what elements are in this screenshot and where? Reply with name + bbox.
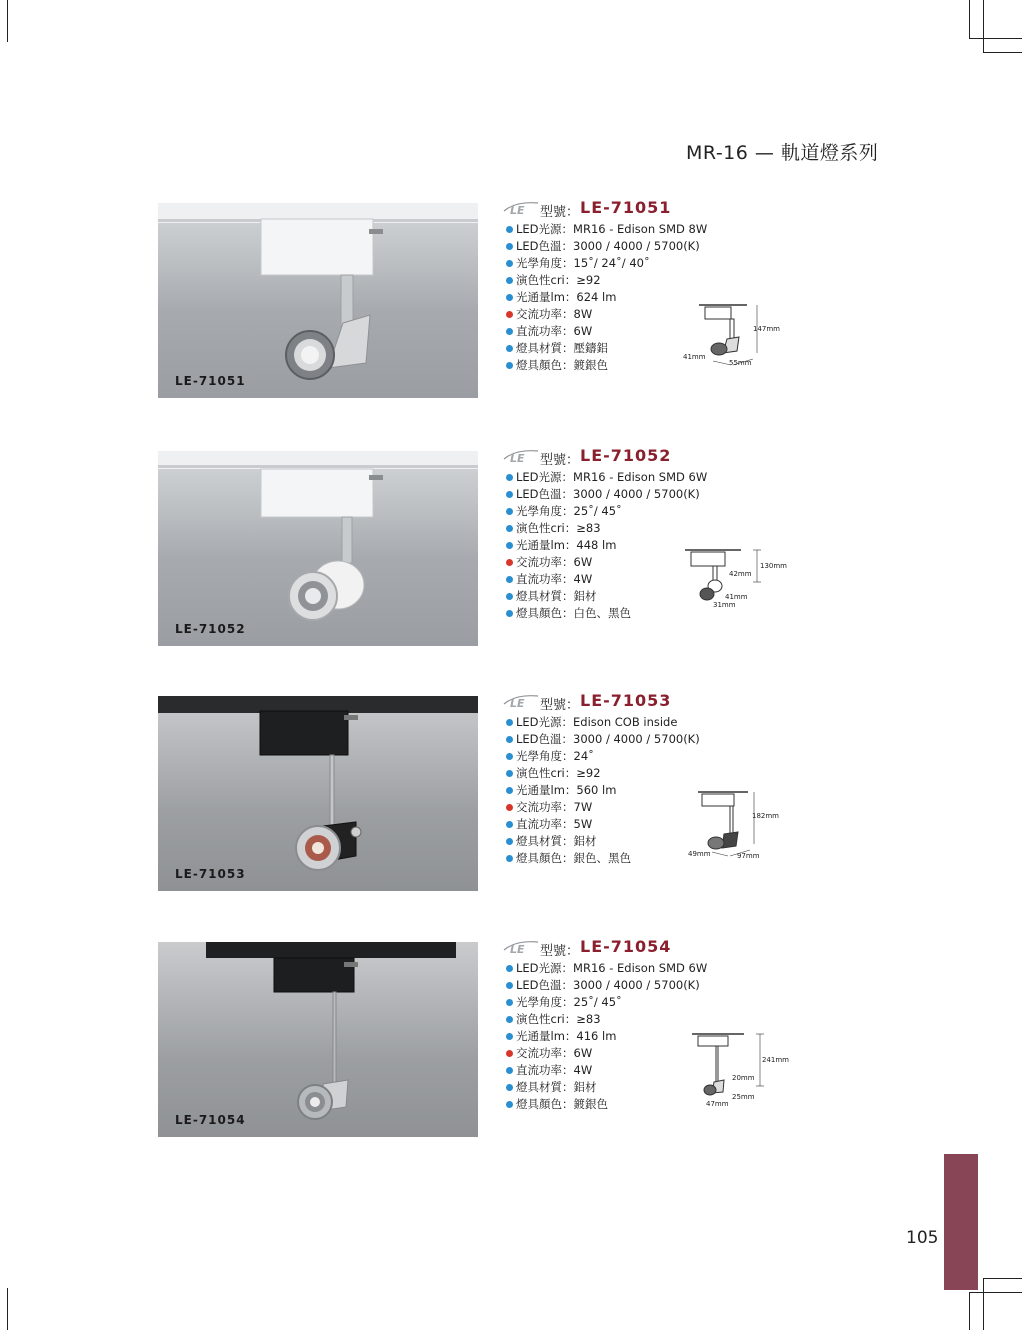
spec-row (500, 960, 760, 977)
bullet-dot-icon (506, 311, 513, 318)
track-light-black-icon (158, 696, 478, 891)
spec-row (500, 503, 760, 520)
bullet-dot-icon (506, 999, 513, 1006)
dimension-label: 25mm (732, 1093, 755, 1101)
crop-mark (969, 1292, 1022, 1293)
crop-mark (969, 0, 970, 38)
spec-row (500, 1011, 760, 1028)
spec-text: 直流功率：4W (516, 1063, 593, 1077)
dimension-label: 41mm (725, 593, 748, 601)
bullet-dot-icon (506, 508, 513, 515)
svg-text:LE: LE (510, 452, 525, 465)
le-logo-icon (500, 199, 540, 217)
spec-text: 光學角度：25˚/ 45˚ (516, 504, 622, 518)
bullet-dot-icon (506, 821, 513, 828)
spec-text: 燈具材質：鋁材 (516, 834, 597, 848)
spec-text: 光學角度：15˚/ 24˚/ 40˚ (516, 256, 650, 270)
dimension-label: 49mm (688, 850, 711, 858)
dimension-label: 42mm (729, 570, 752, 578)
spec-text: 直流功率：6W (516, 324, 593, 338)
spec-text: LED色溫：3000 / 4000 / 5700(K) (516, 487, 700, 501)
dimension-diagram (688, 788, 798, 864)
dimension-label: 20mm (732, 1074, 755, 1082)
model-prefix: 型號： (540, 205, 580, 220)
model-prefix: 型號： (540, 944, 580, 959)
crop-mark (7, 1288, 8, 1330)
crop-mark (983, 1278, 1022, 1279)
dimension-diagram (683, 301, 793, 373)
bullet-dot-icon (506, 525, 513, 532)
crop-mark (7, 0, 8, 42)
spec-row (500, 714, 760, 731)
bullet-dot-icon (506, 277, 513, 284)
bullet-dot-icon (506, 719, 513, 726)
product-photo-label: LE-71053 (175, 867, 246, 881)
dimension-label: 130mm (760, 562, 787, 570)
spec-text: 演色性cri：≥92 (516, 766, 601, 780)
crop-mark (983, 52, 1022, 53)
bullet-dot-icon (506, 542, 513, 549)
spec-row (500, 977, 760, 994)
product-photo (158, 942, 478, 1137)
bullet-dot-icon (506, 1016, 513, 1023)
spec-row (500, 520, 760, 537)
bullet-dot-icon (506, 1050, 513, 1057)
spec-text: LED光源：Edison COB inside (516, 715, 678, 729)
bullet-dot-icon (506, 1033, 513, 1040)
spec-text: 燈具顏色：銀色、黑色 (516, 851, 631, 865)
spec-text: LED光源：MR16 - Edison SMD 6W (516, 470, 708, 484)
dimension-label: 147mm (753, 325, 780, 333)
spec-row (500, 255, 760, 272)
bullet-dot-icon (506, 610, 513, 617)
bullet-dot-icon (506, 243, 513, 250)
product-photo (158, 696, 478, 891)
product-photo (158, 203, 478, 398)
model-line (500, 447, 760, 469)
model-prefix: 型號： (540, 453, 580, 468)
dimension-label: 47mm (706, 1100, 729, 1108)
dimension-label: 97mm (737, 852, 760, 860)
le-logo-icon (500, 692, 540, 710)
product-card (158, 937, 918, 1137)
spec-text: 演色性cri：≥83 (516, 1012, 601, 1026)
spec-text: 光學角度：24˚ (516, 749, 594, 763)
spec-text: 演色性cri：≥92 (516, 273, 601, 287)
bullet-dot-icon (506, 559, 513, 566)
spec-row (500, 221, 760, 238)
bullet-dot-icon (506, 736, 513, 743)
page-tab-bar (944, 1154, 978, 1290)
bullet-dot-icon (506, 576, 513, 583)
spec-text: 直流功率：4W (516, 572, 593, 586)
page-title: MR-16 — 軌道燈系列 (686, 142, 879, 164)
bullet-dot-icon (506, 328, 513, 335)
product-photo (158, 451, 478, 646)
dimension-label: 41mm (683, 353, 706, 361)
bullet-dot-icon (506, 804, 513, 811)
spec-text: LED色溫：3000 / 4000 / 5700(K) (516, 239, 700, 253)
bullet-dot-icon (506, 260, 513, 267)
bullet-dot-icon (506, 855, 513, 862)
track-light-white-icon (158, 451, 478, 646)
bullet-dot-icon (506, 965, 513, 972)
product-photo-label: LE-71052 (175, 622, 246, 636)
bullet-dot-icon (506, 753, 513, 760)
le-logo-icon (500, 447, 540, 465)
bullet-dot-icon (506, 1067, 513, 1074)
bullet-dot-icon (506, 1084, 513, 1091)
spec-text: LED色溫：3000 / 4000 / 5700(K) (516, 732, 700, 746)
model-line (500, 692, 760, 714)
product-photo-label: LE-71051 (175, 374, 246, 388)
dimension-label: 241mm (762, 1056, 789, 1064)
dimension-label: 31mm (713, 601, 736, 609)
spec-row (500, 748, 760, 765)
bullet-dot-icon (506, 362, 513, 369)
spec-text: 交流功率：8W (516, 307, 593, 321)
spec-text: LED光源：MR16 - Edison SMD 6W (516, 961, 708, 975)
dimension-label: 55mm (729, 359, 752, 367)
model-code: LE-71054 (580, 937, 672, 956)
spec-text: 直流功率：5W (516, 817, 593, 831)
crop-mark (983, 0, 984, 52)
spec-text: 燈具顏色：鍍銀色 (516, 1097, 608, 1111)
model-code: LE-71051 (580, 198, 672, 217)
spec-text: 燈具顏色：鍍銀色 (516, 358, 608, 372)
spec-text: 光通量lm：624 lm (516, 290, 617, 304)
spec-row (500, 486, 760, 503)
page-number: 105 (906, 1228, 939, 1248)
track-light-silver-icon (158, 203, 478, 398)
svg-text:LE: LE (510, 204, 525, 217)
spec-text: 光通量lm：416 lm (516, 1029, 617, 1043)
product-card (158, 691, 918, 891)
spec-text: 燈具顏色：白色、黑色 (516, 606, 631, 620)
product-card (158, 198, 918, 398)
bullet-dot-icon (506, 294, 513, 301)
spec-row (500, 238, 760, 255)
spec-row (500, 469, 760, 486)
spec-text: 光學角度：25˚/ 45˚ (516, 995, 622, 1009)
spec-text: 交流功率：7W (516, 800, 593, 814)
spec-row (500, 994, 760, 1011)
track-light-pendant-icon (158, 942, 478, 1137)
spec-text: 燈具材質：鋁材 (516, 589, 597, 603)
bullet-dot-icon (506, 345, 513, 352)
bullet-dot-icon (506, 491, 513, 498)
crop-mark (969, 38, 1022, 39)
spec-text: 燈具材質：壓鑄鋁 (516, 341, 608, 355)
crop-mark (983, 1278, 984, 1330)
model-line (500, 938, 760, 960)
bullet-dot-icon (506, 838, 513, 845)
spec-text: 光通量lm：448 lm (516, 538, 617, 552)
dimension-drawing-icon (683, 546, 813, 618)
dimension-diagram (690, 1030, 800, 1110)
model-prefix: 型號： (540, 698, 580, 713)
spec-text: LED光源：MR16 - Edison SMD 8W (516, 222, 708, 236)
spec-text: 光通量lm：560 lm (516, 783, 617, 797)
bullet-dot-icon (506, 982, 513, 989)
crop-mark (969, 1292, 970, 1330)
bullet-dot-icon (506, 474, 513, 481)
spec-text: 交流功率：6W (516, 555, 593, 569)
spec-text: 燈具材質：鋁材 (516, 1080, 597, 1094)
bullet-dot-icon (506, 593, 513, 600)
bullet-dot-icon (506, 1101, 513, 1108)
model-code: LE-71052 (580, 446, 672, 465)
product-card (158, 446, 918, 646)
spec-row (500, 731, 760, 748)
model-line (500, 199, 760, 221)
spec-row (500, 765, 760, 782)
le-logo-icon (500, 938, 540, 956)
bullet-dot-icon (506, 787, 513, 794)
bullet-dot-icon (506, 226, 513, 233)
svg-text:LE: LE (510, 943, 525, 956)
spec-text: LED色溫：3000 / 4000 / 5700(K) (516, 978, 700, 992)
svg-text:LE: LE (510, 697, 525, 710)
dimension-diagram (683, 546, 813, 618)
model-code: LE-71053 (580, 691, 672, 710)
bullet-dot-icon (506, 770, 513, 777)
spec-row (500, 272, 760, 289)
spec-text: 演色性cri：≥83 (516, 521, 601, 535)
dimension-label: 182mm (752, 812, 779, 820)
spec-text: 交流功率：6W (516, 1046, 593, 1060)
product-photo-label: LE-71054 (175, 1113, 246, 1127)
